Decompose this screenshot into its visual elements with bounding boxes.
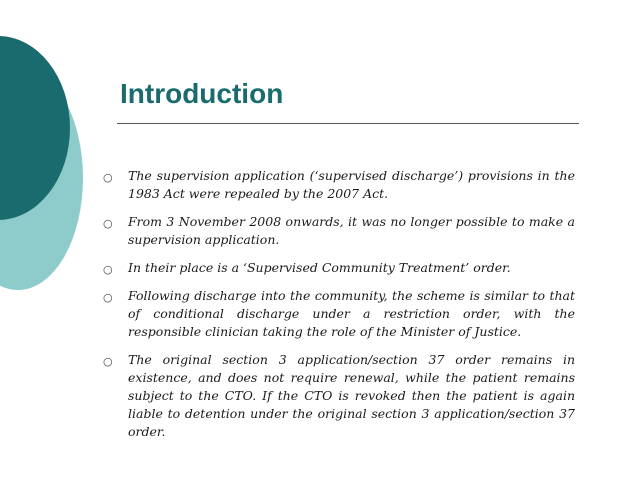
decorative-shapes xyxy=(0,0,110,493)
bullet-text: The original section 3 application/section 37 order remains in existence, and does not require renewal, while the patient remains subject to the CTO. If the CTO is revoked then the patient is again liable to detention under the original section 3 application/section 37 order. xyxy=(128,352,575,439)
title-divider xyxy=(117,123,579,124)
bullet-item-1 xyxy=(103,167,575,203)
bullet-text: From 3 November 2008 onwards, it was no longer possible to make a supervision application. xyxy=(128,214,575,247)
bullet-text: The supervision application (‘supervised discharge’) provisions in the 1983 Act were repealed by the 2007 Act. xyxy=(128,168,575,201)
bullet-circle-icon: ○ xyxy=(103,355,113,368)
bullet-circle-icon: ○ xyxy=(103,263,113,276)
bullet-item-5 xyxy=(103,351,575,441)
bullet-text: In their place is a ‘Supervised Community Treatment’ order. xyxy=(128,260,511,275)
bullet-circle-icon: ○ xyxy=(103,217,113,230)
bullet-item-2 xyxy=(103,213,575,249)
bullet-item-3 xyxy=(103,259,575,277)
bullet-circle-icon: ○ xyxy=(103,171,113,184)
bullet-circle-icon: ○ xyxy=(103,291,113,304)
bullet-item-4 xyxy=(103,287,575,341)
slide-title: Introduction xyxy=(120,78,284,109)
bullet-list xyxy=(103,167,575,451)
bullet-text: Following discharge into the community, the scheme is similar to that of conditional discharge under a restriction order, with the responsible clinician taking the role of the Minister of Justice. xyxy=(128,288,575,339)
